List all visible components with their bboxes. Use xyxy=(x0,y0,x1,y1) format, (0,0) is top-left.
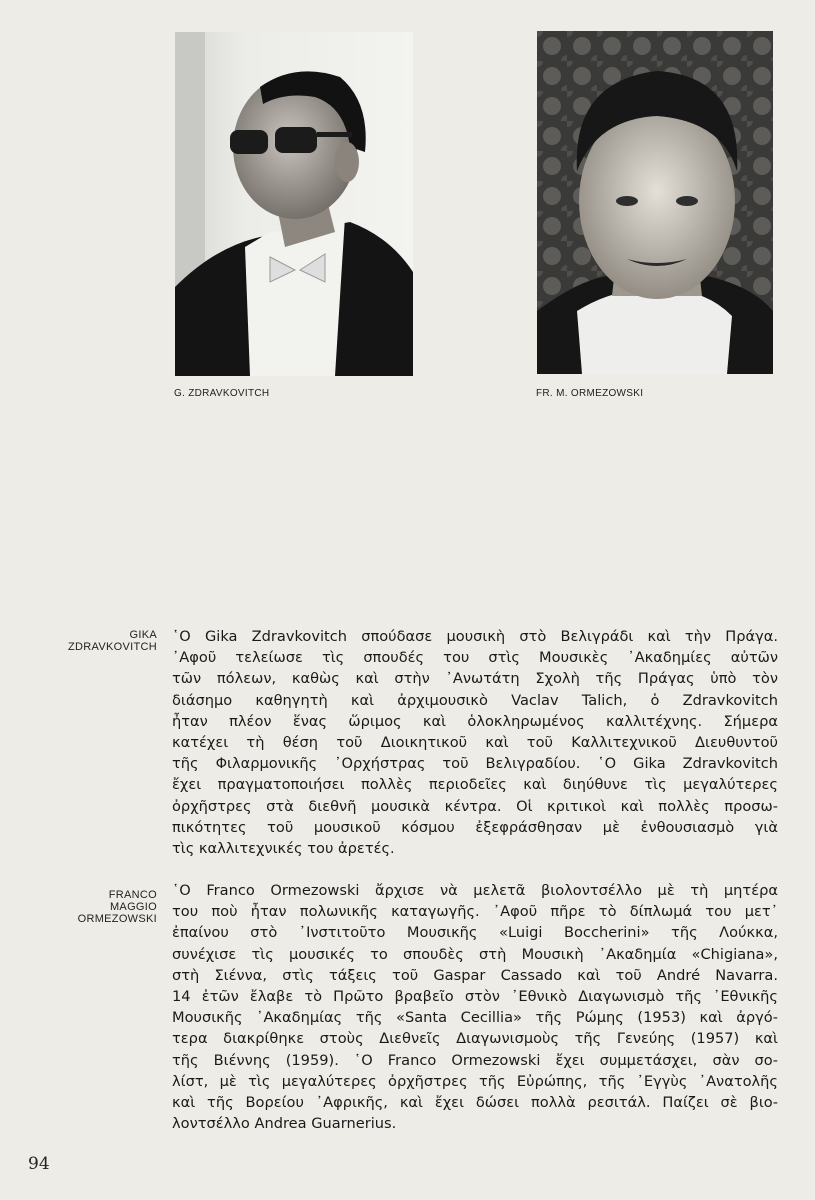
photo-ormezowski xyxy=(537,31,773,374)
bio-line: τῆς Φιλαρμονικῆς ᾿Ορχήστρας τοῦ Βελιγραδίου. ῾Ο Gika Zdravkovitch xyxy=(172,755,778,773)
bio-line: τὶς καλλιτεχνικές του ἀρετές. xyxy=(172,839,395,857)
bio-line: ἐπαίνου στὸ ᾿Ινστιτοῦτο Μουσικῆς «Luigi Boccherini» τῆς Λούκκα, xyxy=(172,924,778,942)
page-number: 94 xyxy=(28,1154,50,1174)
bio-line: τῆς Βιέννης (1959). ῾Ο Franco Ormezowski ἔχει συμμετάσχει, σὰν σο- xyxy=(172,1051,778,1069)
bio-line: λίστ, μὲ τὶς μεγαλύτερες ὀρχῆστρες τῆς Εὐρώπης, τῆς ᾿Εγγὺς ᾿Ανατολῆς xyxy=(172,1072,778,1090)
bio-line: συνέχισε τὶς μουσικές το σπουδὲς στὴ Μουσικὴ ᾿Ακαδημία «Chigiana», xyxy=(172,945,778,963)
bio-line: ᾿Αφοῦ τελείωσε τὶς σπουδές του στὶς Μουσικὲς ᾿Ακαδημίες αὐτῶν xyxy=(172,649,778,667)
bio-line: κατέχει τὴ θέση τοῦ Διοικητικοῦ καὶ τοῦ Καλλιτεχνικοῦ Διευθυντοῦ xyxy=(172,733,778,751)
bio-line: ῾Ο Franco Ormezowski ἄρχισε νὰ μελετᾶ βιολοντσέλλο μὲ τὴ μητέρα xyxy=(172,882,778,899)
portrait-ormezowski-image xyxy=(537,31,773,374)
bio-line: ἔχει πραγματοποιήσει πολλὲς περιοδεῖες καὶ διηύθυνε τὶς μεγαλύτερες xyxy=(172,776,778,794)
bio-text-ormezowski xyxy=(172,880,778,1134)
bio-text-zdravkovitch xyxy=(172,626,778,859)
bio-line: διάσημο καθηγητὴ καὶ ἀρχιμουσικὸ Vaclav Talich, ὁ Zdravkovitch xyxy=(172,691,778,709)
bio-line: λοντσέλλο Andrea Guarnerius. xyxy=(172,1115,397,1133)
bio-line: πικότητες τοῦ μουσικοῦ κόσμου ἐξεφράσθησαν μὲ ἐνθουσιασμὸ γιὰ xyxy=(172,818,778,836)
bio-line: 14 ἐτῶν ἔλαβε τὸ Πρῶτο βραβεῖο στὸν ᾿Εθνικὸ Διαγωνισμὸ τῆς ᾿Εθνικῆς xyxy=(172,987,778,1005)
bio-line: ἦταν πλέον ἕνας ὥριμος καὶ ὁλοκληρωμένος καλλιτέχνης. Σήμερα xyxy=(172,712,778,730)
portrait-zdravkovitch-image xyxy=(175,32,413,376)
photo-caption-ormezowski: FR. M. ORMEZOWSKI xyxy=(536,388,644,399)
bio-line: του ποὺ ἦταν πολωνικῆς καταγωγῆς. ᾿Αφοῦ πῆρε τὸ δίπλωμά του μετ᾿ xyxy=(172,903,778,921)
bio-line: Μουσικῆς ᾿Ακαδημίας τῆς «Santa Cecillia» τῆς Ρώμης (1953) καὶ ἀργό- xyxy=(172,1009,778,1027)
bio-label-ormezowski: FRANCO MAGGIO ORMEZOWSKI xyxy=(77,889,157,925)
photo-caption-zdravkovitch: G. ZDRAVKOVITCH xyxy=(174,388,270,399)
bio-line: καὶ τῆς Βορείου ᾿Αφρικῆς, καὶ ἔχει δώσει πολλὰ ρεσιτάλ. Παίζει σὲ βιο- xyxy=(172,1093,778,1111)
bio-line: ῾Ο Gika Zdravkovitch σπούδασε μουσικὴ στὸ Βελιγράδι καὶ τὴν Πράγα. xyxy=(172,628,778,645)
bio-line: τῶν πόλεων, καθὼς καὶ στὴν ᾿Ανωτάτη Σχολὴ τῆς Πράγας ὑπὸ τὸν xyxy=(172,670,778,688)
photo-zdravkovitch xyxy=(175,32,413,376)
bio-line: ὀρχῆστρες στὰ διεθνῆ μουσικὰ κέντρα. Οἱ κριτικοὶ καὶ πολλὲς προσω- xyxy=(172,797,778,815)
bio-line: τερα διακρίθηκε στοὺς Διεθνεῖς Διαγωνισμοὺς τῆς Γενεύης (1957) καὶ xyxy=(172,1030,778,1048)
bio-label-zdravkovitch: GIKA ZDRAVKOVITCH xyxy=(68,629,157,653)
bio-line: στὴ Σιέννα, στὶς τάξεις τοῦ Gaspar Cassado καὶ τοῦ André Navarra. xyxy=(172,966,778,984)
